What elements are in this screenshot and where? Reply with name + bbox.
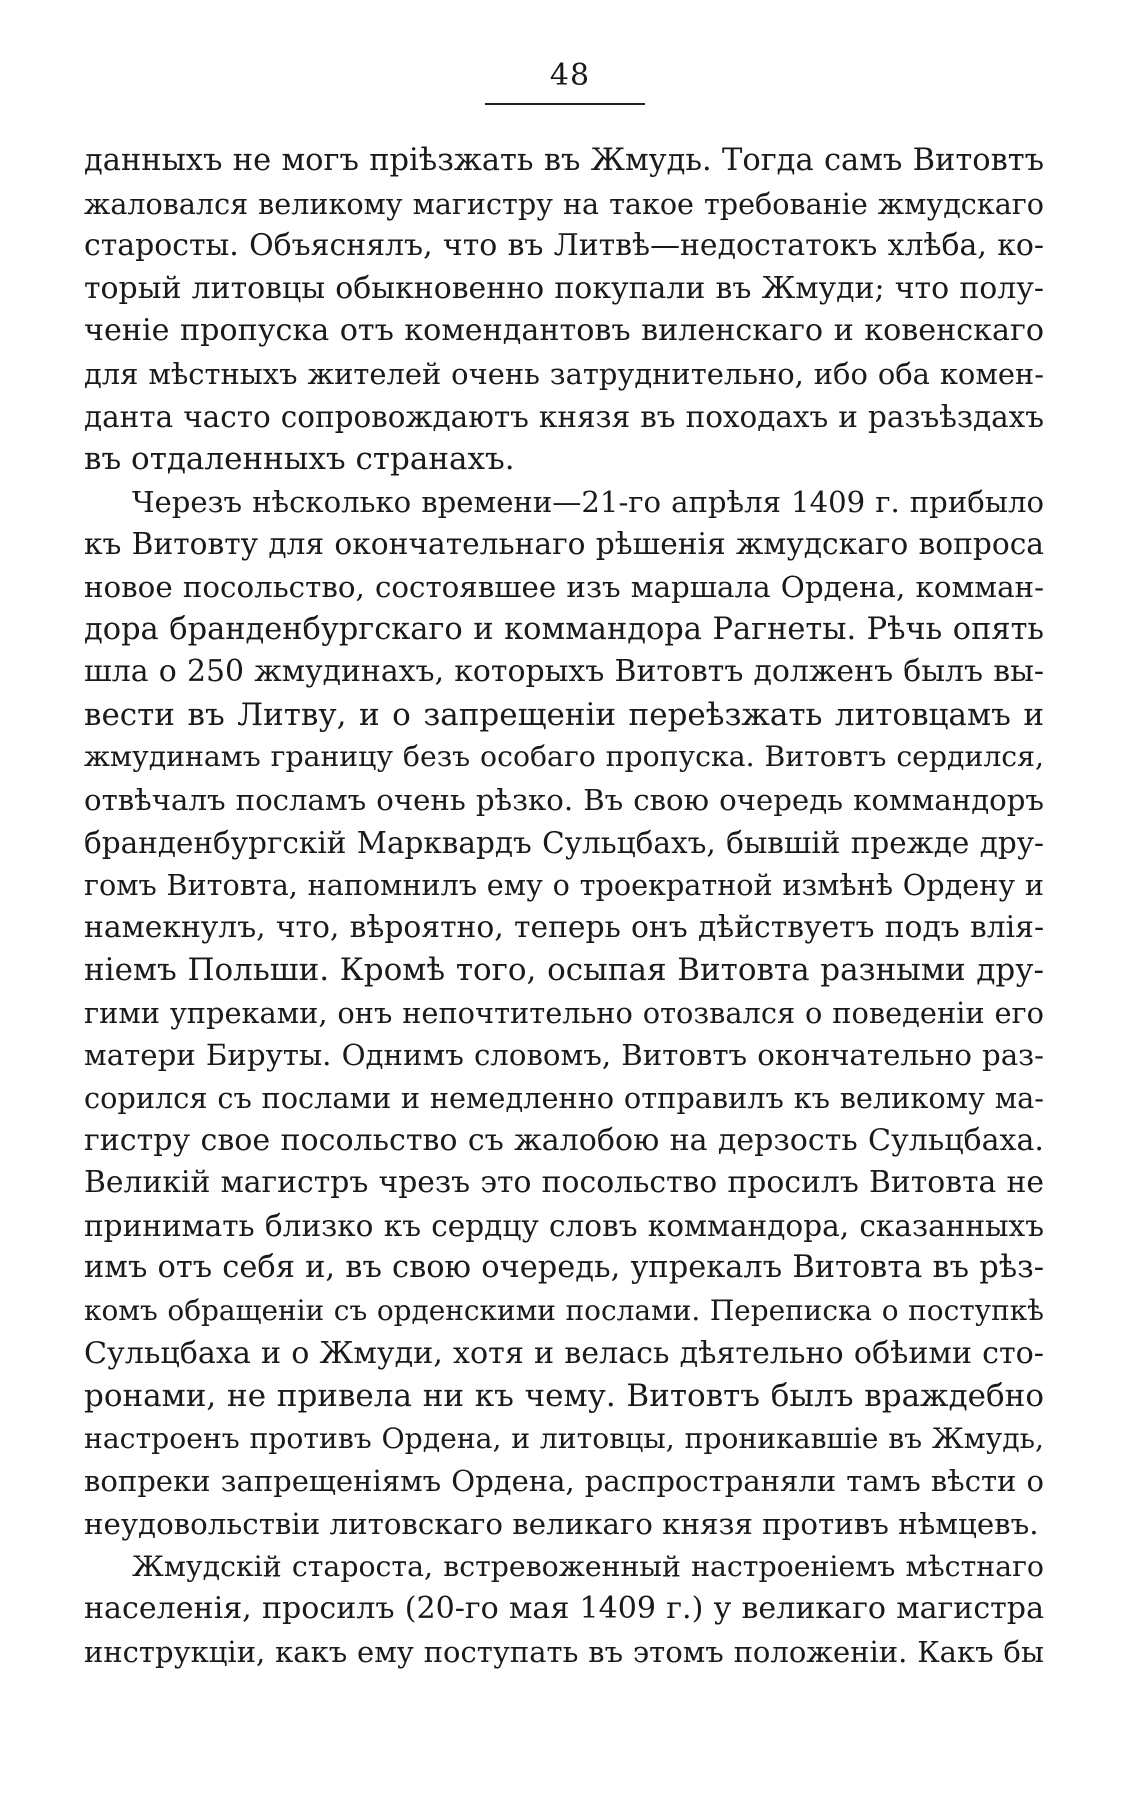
text-line: жмудинамъ границу безъ особаго пропуска. Витовтъ сердился, [84,740,1044,774]
text-line: данта часто сопровождаютъ князя въ походахъ и разъѣздахъ [84,399,1044,434]
text-line: настроенъ противъ Ордена, и литовцы, проникавшiе въ Жмудь, [84,1421,1044,1455]
text-line: населенiя, просилъ (20-го мая 1409 г.) у великаго магистра [84,1591,1044,1627]
text-line: неудовольствiи литовскаго великаго князя противъ нѣмцевъ. [84,1507,1039,1541]
text-line: гистру свое посольство съ жалобою на дерзость Сульцбаха. [84,1122,1044,1158]
text-line: бранденбургскiй Марквардъ Сульцбахъ, бывшiй прежде дру- [84,825,1044,860]
text-line: старосты. Объяснялъ, что въ Литвѣ—недостатокъ хлѣба, ко- [84,228,1044,264]
text-line: сорился съ послами и немедленно отправилъ къ великому ма- [84,1081,1044,1116]
text-line: Сульцбаха и о Жмуди, хотя и велась дѣятельно обѣими сто- [84,1335,1044,1371]
text-line: для мѣстныхъ жителей очень затруднительно, ибо оба комен- [84,356,1044,391]
text-line: принимать близко къ сердцу словъ коммандора, сказанныхъ [84,1208,1044,1243]
text-line: имъ отъ себя и, въ свою очередь, упрекалъ Витовта въ рѣз- [84,1250,1044,1286]
text-line: въ отдаленныхъ странахъ. [84,441,515,478]
text-line: къ Витовту для окончательнаго рѣшенiя жмудскаго вопроса [84,526,1044,562]
text-line: новое посольство, состоявшее изъ маршала Ордена, комман- [84,569,1044,604]
text-line: торый литовцы обыкновенно покупали въ Жмуди; что полу- [84,270,1044,306]
page-number: 48 [549,58,591,93]
text-line: нiемъ Польши. Кромѣ того, осыпая Витовта разными дру- [84,952,1044,989]
text-line: Великiй магистръ чрезъ это посольство просилъ Витовта не [84,1165,1044,1201]
text-line: данныхъ не могъ прiѣзжать въ Жмудь. Тогда самъ Витовтъ [84,143,1044,178]
text-line: комъ обращенiи съ орденскими послами. Переписка о поступкѣ [84,1294,1044,1328]
text-line: отвѣчалъ посламъ очень рѣзко. Въ свою очередь коммандоръ [84,782,1044,817]
text-line: инструкцiи, какъ ему поступать въ этомъ положенiи. Какъ бы [84,1634,1044,1669]
text-line: вести въ Литву, и о запрещенiи переѣзжать литовцамъ и [84,696,1044,733]
page-number-rule [485,103,645,105]
text-line: жаловался великому магистру на такое требованiе жмудскаго [84,186,1044,221]
text-line: гими упреками, онъ непочтительно отозвался о поведенiи его [84,995,1044,1030]
text-line: намекнулъ, что, вѣроятно, теперь онъ дѣйствуетъ подъ влiя- [84,909,1044,945]
text-line: гомъ Витовта, напомнилъ ему о троекратной измѣнѣ Ордену и [84,868,1044,903]
text-line: ронами, не привела ни къ чему. Витовтъ былъ враждебно [84,1378,1044,1415]
text-line: ченiе пропуска отъ комендантовъ виленскаго и ковенскаго [84,313,1044,349]
text-line: дора бранденбургскаго и коммандора Рагнеты. Рѣчь опять [84,611,1044,647]
text-line: вопреки запрещенiямъ Ордена, распространяли тамъ вѣсти о [84,1464,1044,1499]
text-line: шла о 250 жмудинахъ, которыхъ Витовтъ долженъ былъ вы- [84,654,1044,690]
text-line: матери Бируты. Однимъ словомъ, Витовтъ окончательно раз- [84,1038,1044,1073]
paragraph-start-line: Черезъ нѣсколько времени—21-го апрѣля 1409 г. прибыло [132,484,1044,519]
body-text [84,140,1044,1673]
paragraph-start-line: Жмудскiй староста, встревоженный настроенiемъ мѣстнаго [132,1549,1044,1583]
